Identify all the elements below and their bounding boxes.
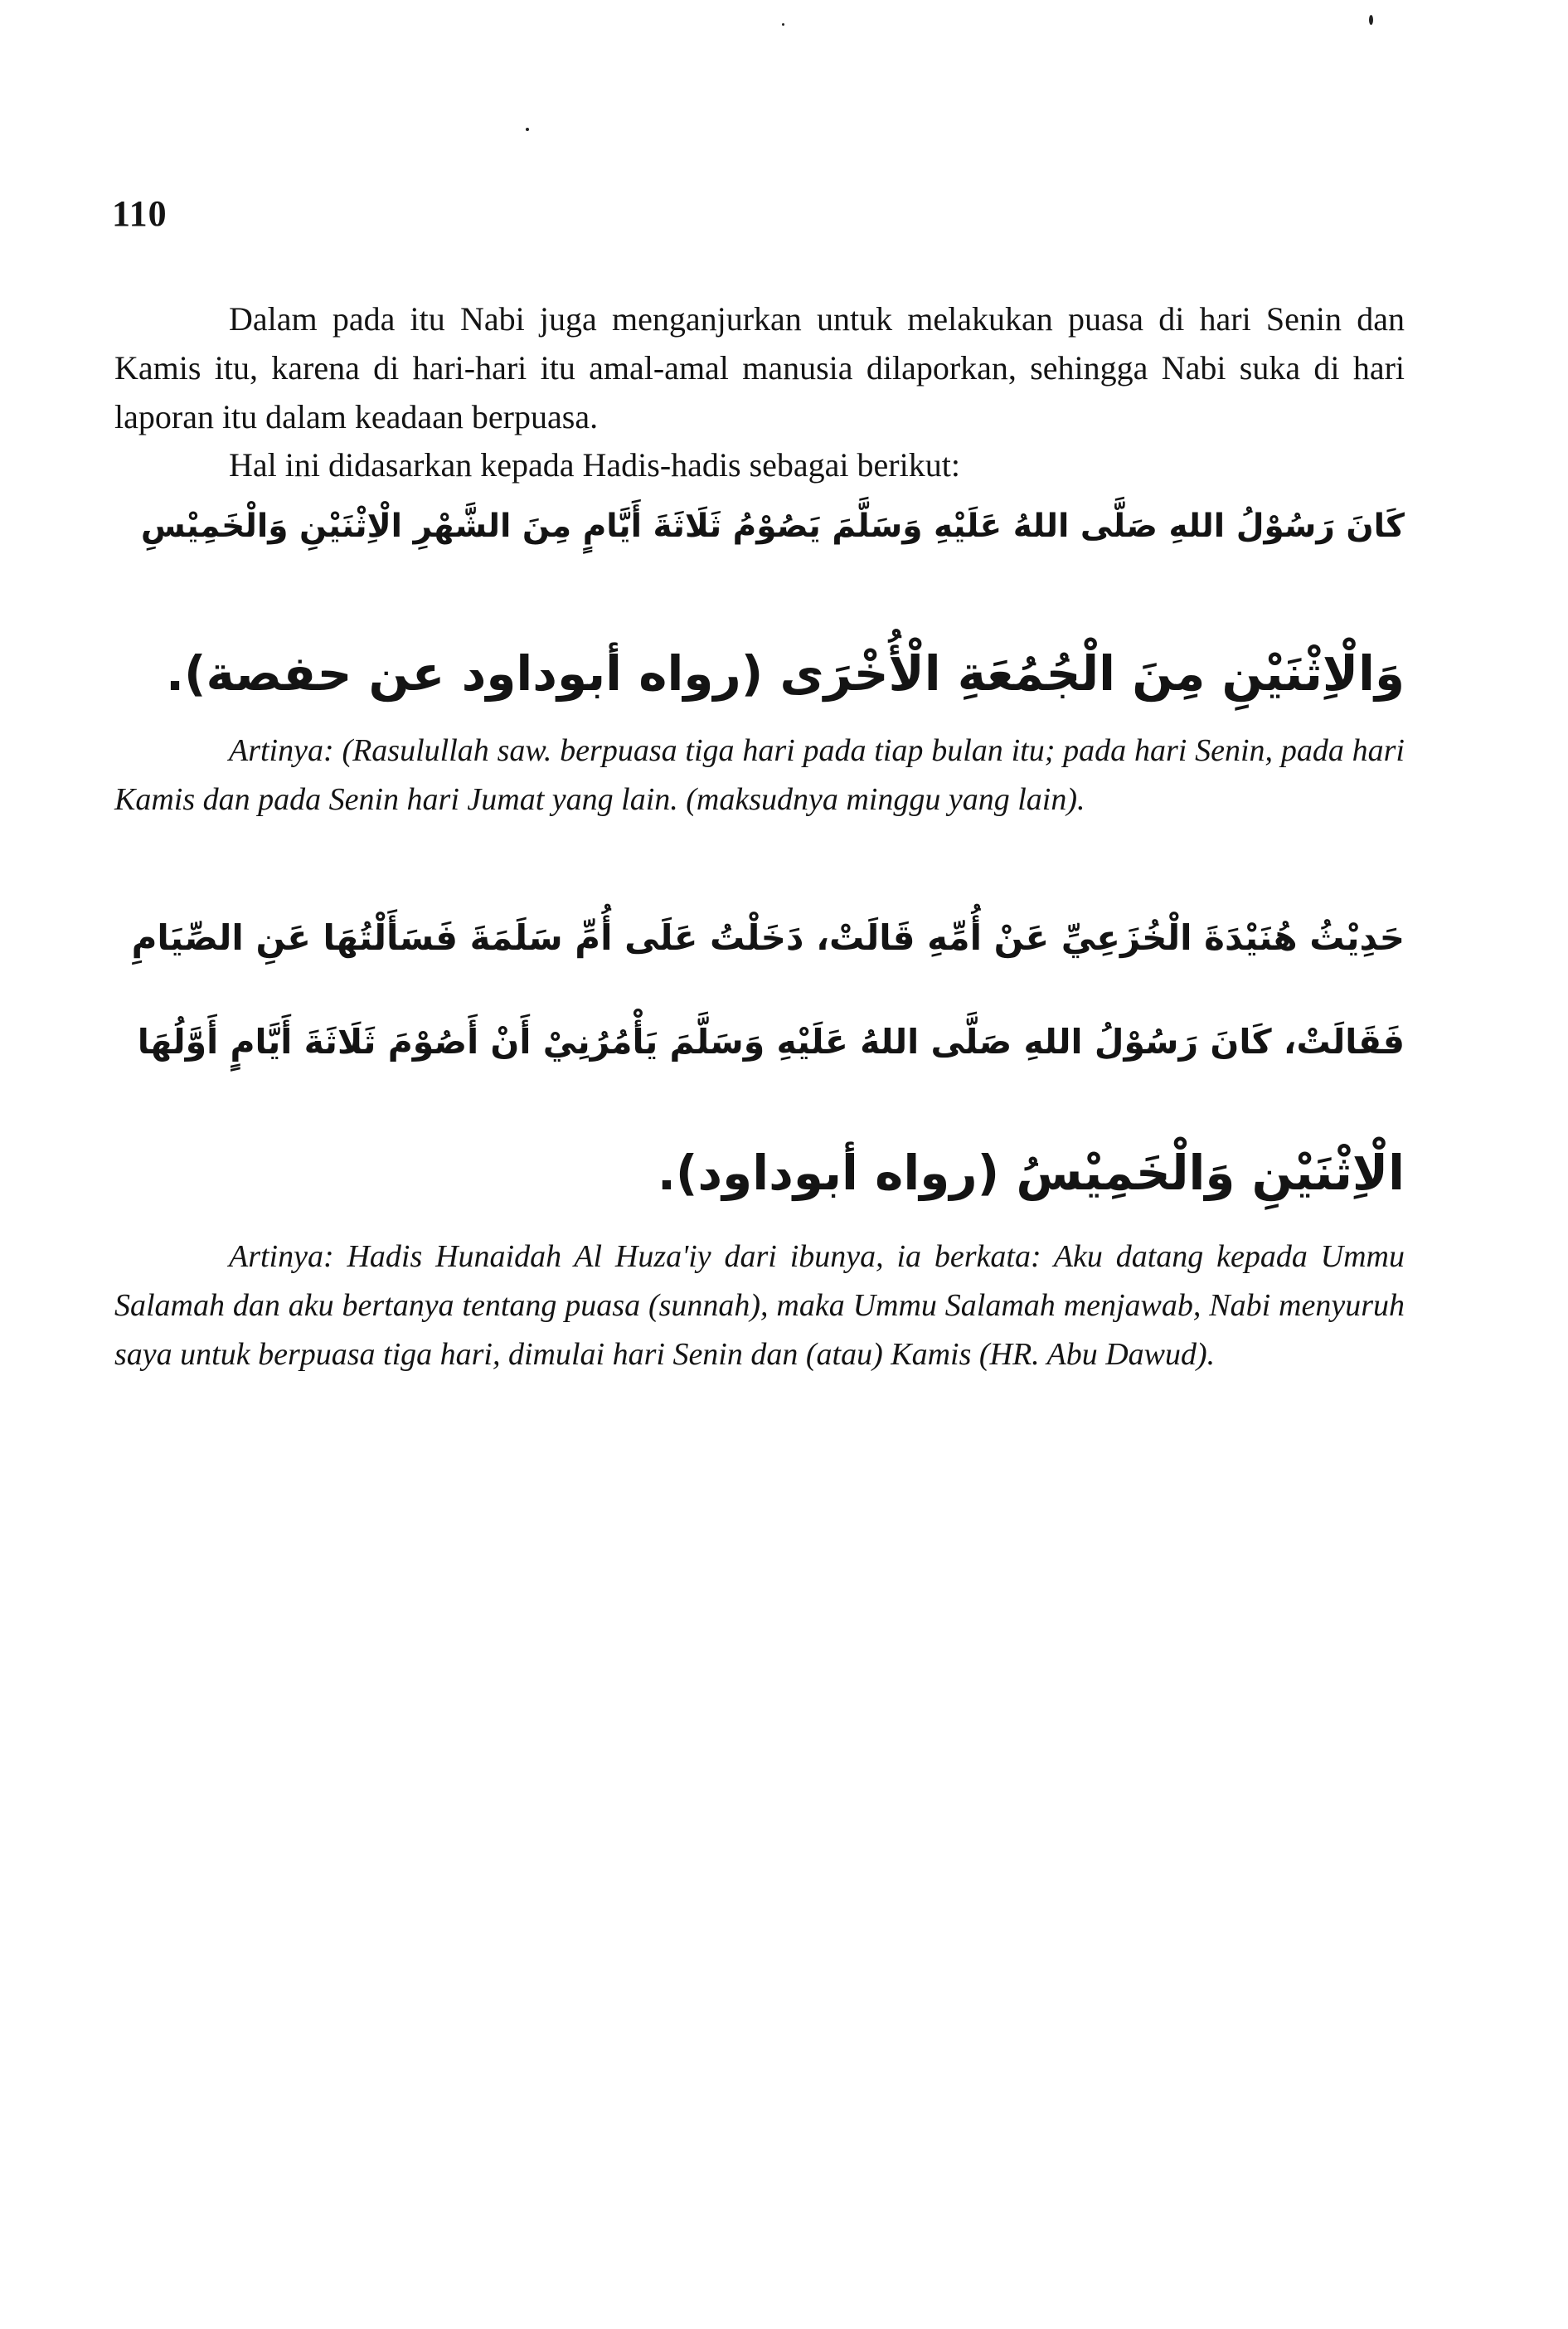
hadith-1-translation: Artinya: (Rasulullah saw. berpuasa tiga hari pada tiap bulan itu; pada hari Senin, pada hari Kamis dan pada Senin hari Jumat yang lain. (maksudnya minggu yang lain). (114, 733, 1405, 817)
page-number: 110 (112, 193, 167, 234)
hadith-2-arabic-line-1: حَدِيْثُ هُنَيْدَةَ الْخُزَعِيِّ عَنْ أُمِّهِ قَالَتْ، دَخَلْتُ عَلَى أُمِّ سَلَمَةَ فَسَأَلْتُهَا عَنِ الصِّيَامِ (131, 917, 1405, 958)
hadith-1-arabic-line-2: وَالْاِثْنَيْنِ مِنَ الْجُمُعَةِ الْأُخْرَى (رواه أبوداود عن حفصة). (165, 645, 1405, 702)
intro-paragraph: Dalam pada itu Nabi juga menganjurkan untuk melakukan puasa di hari Senin dan Kamis itu, karena di hari-hari itu amal-amal manusia dilaporkan, sehingga Nabi suka di hari laporan itu dalam keadaan berpuasa. (114, 300, 1405, 435)
scan-speck (526, 128, 529, 131)
scan-speck (782, 23, 784, 26)
hadith-1-arabic-line-1: كَانَ رَسُوْلُ اللهِ صَلَّى اللهُ عَلَيْهِ وَسَلَّمَ يَصُوْمُ ثَلَاثَةَ أَيَّامٍ مِنَ الشَّهْرِ الْاِثْنَيْنِ وَالْخَمِيْسِ (140, 508, 1405, 545)
basis-paragraph: Hal ini didasarkan kepada Hadis-hadis sebagai berikut: (229, 446, 960, 484)
hadith-2-arabic-line-3: الْاِثْنَيْنِ وَالْخَمِيْسُ (رواه أبوداود). (657, 1145, 1405, 1201)
hadith-2-arabic-line-2: فَقَالَتْ، كَانَ رَسُوْلُ اللهِ صَلَّى اللهُ عَلَيْهِ وَسَلَّمَ يَأْمُرُنِيْ أَنْ أَصُوْمَ ثَلَاثَةَ أَيَّامٍ أَوَّلُهَا (137, 1022, 1405, 1062)
hadith-2-translation: Artinya: Hadis Hunaidah Al Huza'iy dari ibunya, ia berkata: Aku datang kepada Ummu Salamah dan aku bertanya tentang puasa (sunnah), maka Ummu Salamah menjawab, Nabi menyuruh saya untuk berpuasa tiga hari, dimulai hari Senin dan (atau) Kamis (HR. Abu Dawud). (114, 1239, 1405, 1372)
scan-speck (1369, 15, 1373, 25)
